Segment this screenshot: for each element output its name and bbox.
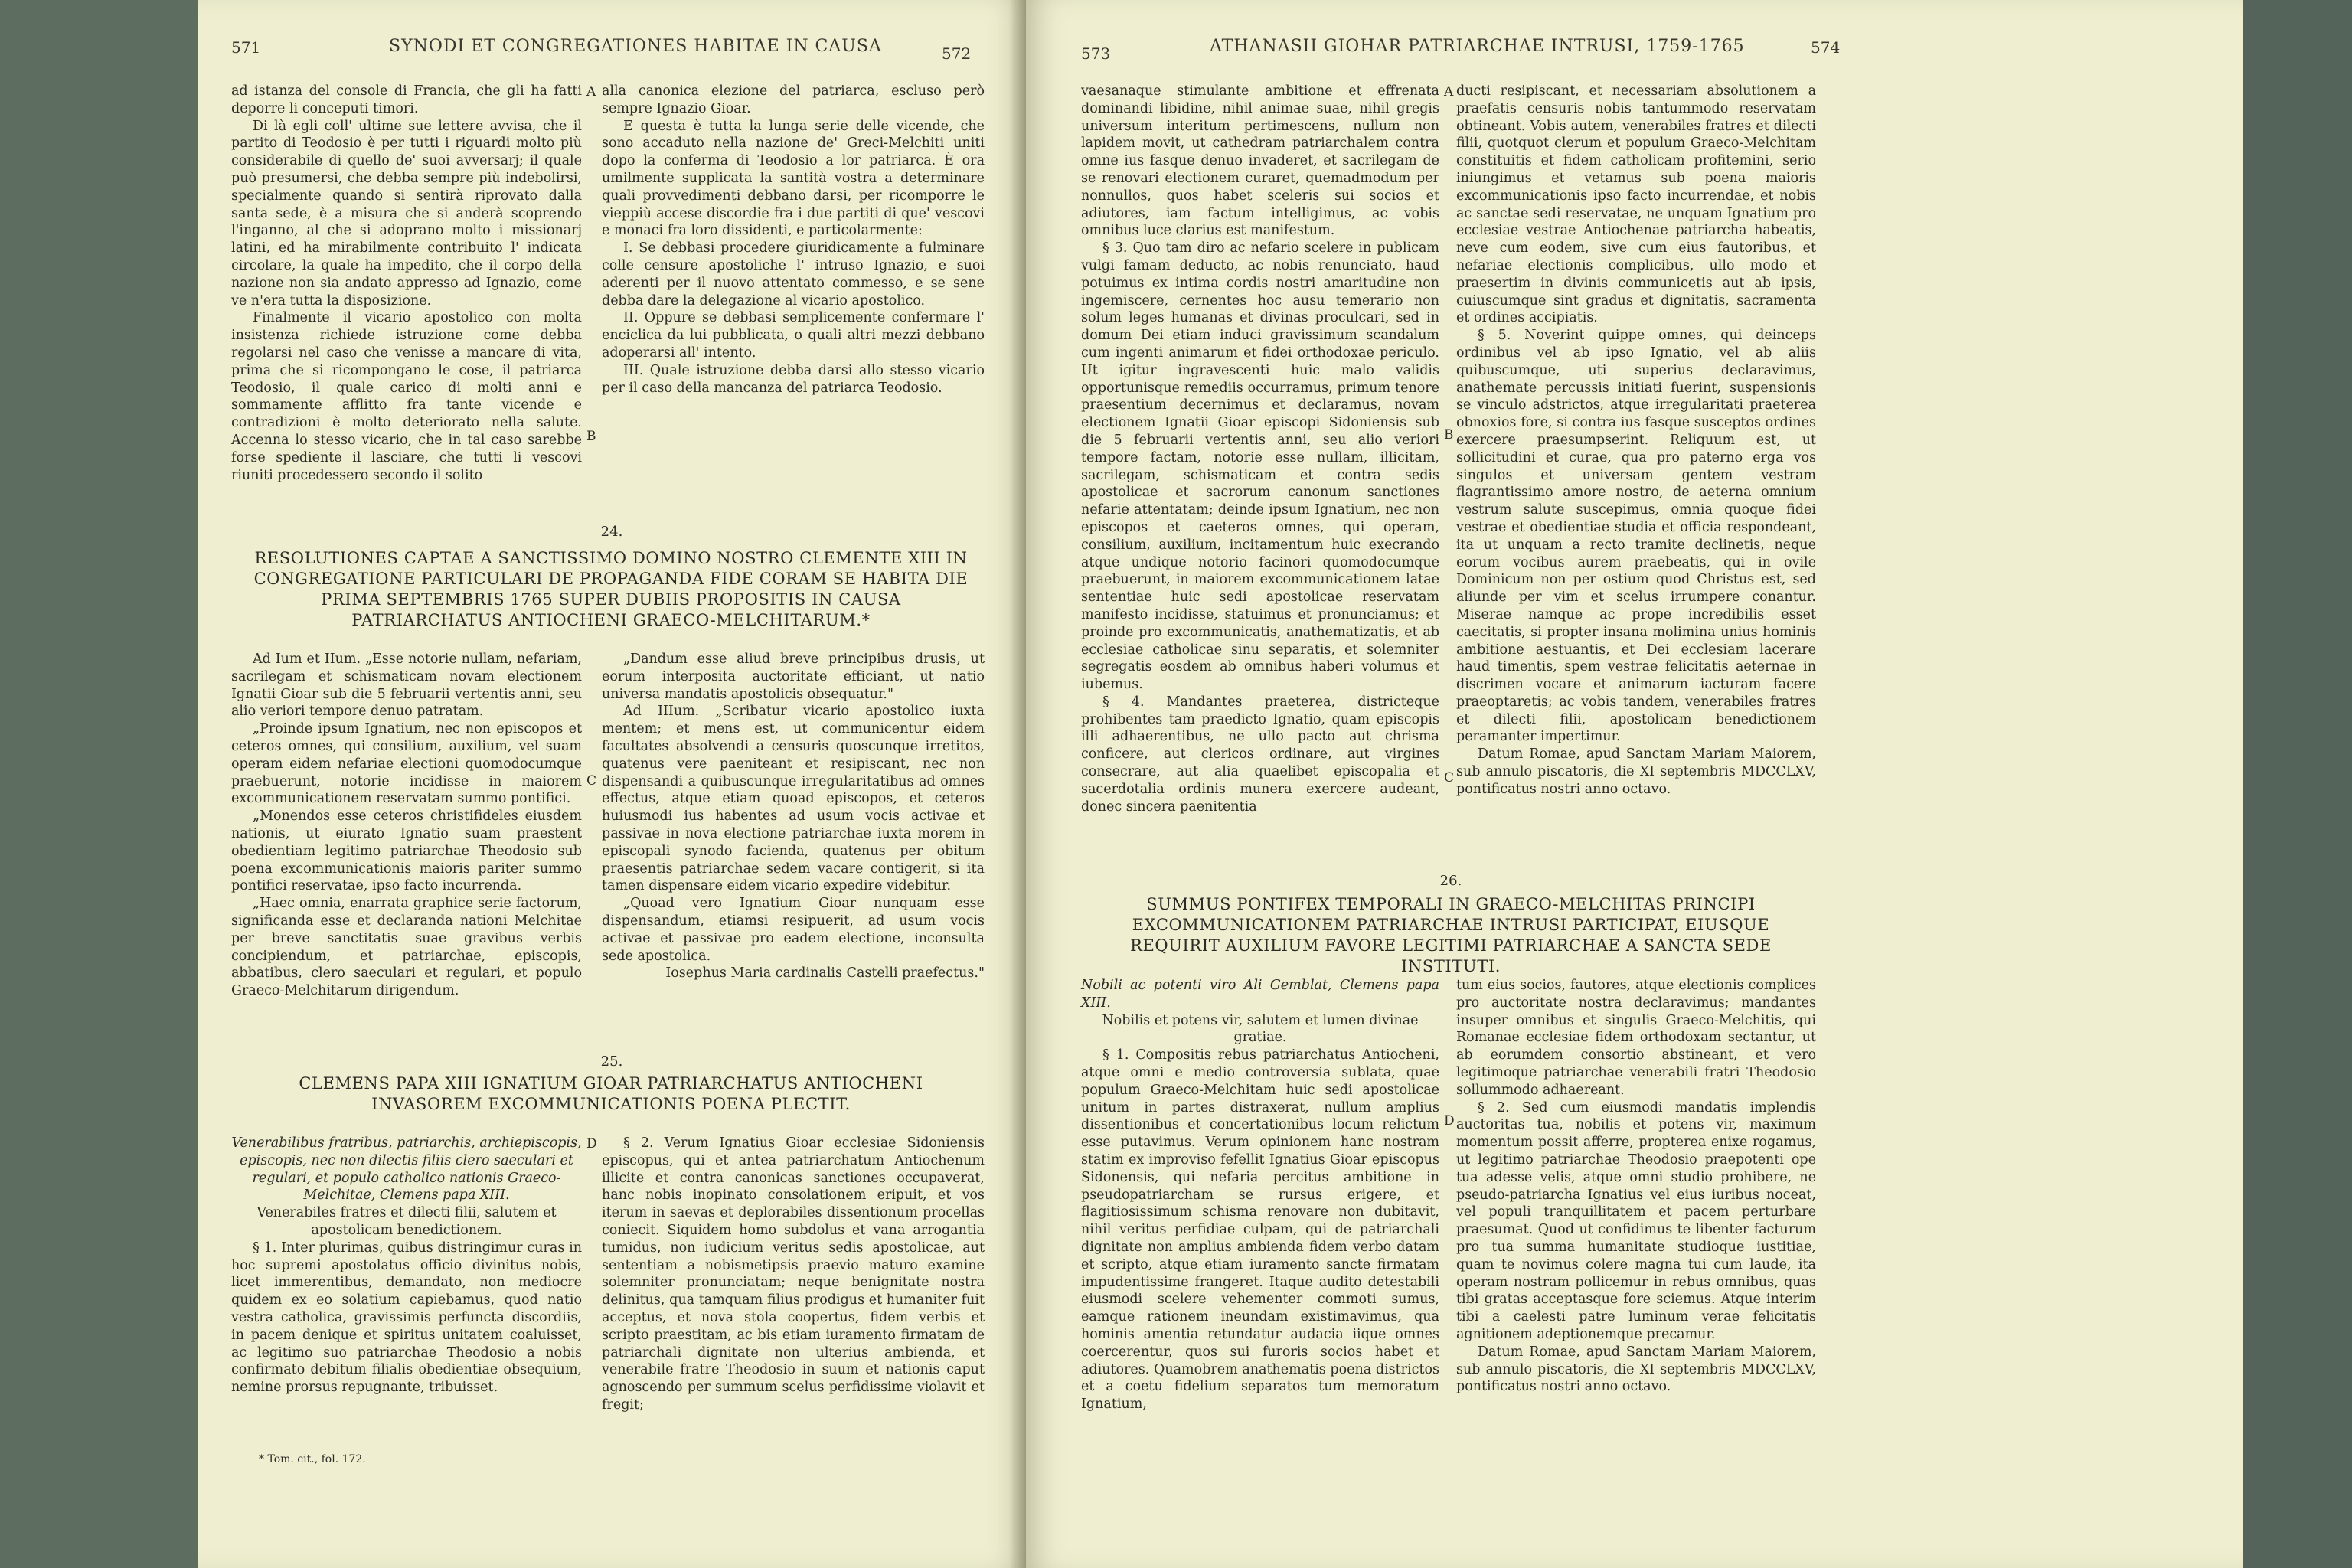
address: Nobili ac potenti viro Ali Gemblat, Clemens papa XIII.	[1081, 978, 1439, 1011]
right-col2-bottom	[1456, 977, 1816, 1396]
paragraph: § 1. Inter plurimas, quibus distringimur curas in hoc supremi apostolatus officio divinitus nobis, licet immerentibus, demandato, non mediocre quidem ex eo solatium capiebamus, quod natio vestra catholica, gravissimis perfuncta discordiis, in pacem denique et spiritus unitatem coaluisset, ac legitimo suo patriarchae Theodosio a nobis confirmato debitum filialis obedientiae obsequium, nemine prorsus repugnante, tribuisset.	[231, 1240, 582, 1396]
section-title-24: RESOLUTIONES CAPTAE A SANCTISSIMO DOMINO NOSTRO CLEMENTE XIII IN CONGREGATIONE PARTICULARI DE PROPAGANDA FIDE CORAM SE HABITA DIE PRIMA SEPTEMBRIS 1765 SUPER DUBIIS PROPOSITIS IN CAUSA PATRIARCHATUS ANTIOCHENI GRAECO-MELCHITARUM.*	[253, 549, 969, 629]
left-col1-mid	[231, 651, 582, 1000]
paragraph: tum eius socios, fautores, atque electionis complices pro auctoritate nostra declaravimus; mandantes insuper omnibus et singulis Graeco-Melchitis, qui Romanae ecclesiae fidem orthodoxam sectantur, ut ab eorumdem consortio abstineant, et vero legitimoque patriarchae venerabili fratri Theodosio sollummodo adhaereant.	[1456, 978, 1816, 1098]
margin-mark: B	[1444, 427, 1454, 443]
page-number-574: 574	[1811, 38, 1841, 57]
paragraph: „Monendos esse ceteros christifideles eiusdem nationis, ut eiurato Ignatio suam praestent obedientiam legitimo patriarchae Theodosio sub poena excommunicationis maioris pariter summo pontifici reservatae, ipso facto incurrenda.	[231, 808, 582, 894]
running-head-left: SYNODI ET CONGREGATIONES HABITAE IN CAUSA	[389, 37, 882, 56]
margin-mark: D	[586, 1136, 597, 1152]
section-title-25: CLEMENS PAPA XIII IGNATIUM GIOAR PATRIARCHATUS ANTIOCHENI INVASOREM EXCOMMUNICATIONIS POENA PLECTIT.	[299, 1074, 923, 1113]
margin-mark: A	[1444, 84, 1454, 100]
paragraph: § 2. Sed cum eiusmodi mandatis implendis auctoritas tua, nobilis et potens vir, maximum momentum possit afferre, propterea enixe rogamus, ut legitimo patriarchae Theodosio praepotenti ope tua adesse velis, atque omni studio prohibere, ne pseudo-patriarcha Ignatius vel eius iuribus noceat, vel populi tranquillitatem et pacem perturbare praesumat. Quod ut confidimus te libenter facturum pro tua summa humanitate studioque iustitiae, quam te novimus colere magna tui cum laude, ita operam nostram pollicemur in rebus omnibus, quas tibi gratas acceptasque fore sciemus. Atque interim tibi a caelesti patre luminum verae felicitatis agnitionem adeptionemque precamur.	[1456, 1099, 1816, 1342]
right-page	[1026, 0, 2243, 1568]
paragraph: „Haec omnia, enarrata graphice serie factorum, significanda esse et declaranda nationi Melchitae per breve sanctitatis suae gravibus verbis concipiendum, et patriarchae, episcopis, abbatibus, clero saeculari et regulari, et populo Graeco-Melchitarum dirigendum.	[231, 896, 582, 999]
salutation: Venerabiles fratres et dilecti filii, salutem et apostolicam benedictionem.	[256, 1205, 557, 1238]
running-head-right: ATHANASII GIOHAR PATRIARCHAE INTRUSI, 1759-1765	[1210, 37, 1745, 56]
right-col1-top	[1081, 83, 1439, 815]
page-number-573: 573	[1081, 44, 1111, 63]
paragraph: I. Se debbasi procedere giuridicamente a fulminare colle censure apostoliche l' intruso Ignazio, e suoi aderenti per il nuovo attentato commesso, e se sene debba dare la delegazione al vicario apostolico.	[602, 240, 985, 309]
paragraph: III. Quale istruzione debba darsi allo stesso vicario per il caso della mancanza del patriarca Teodosio.	[602, 362, 985, 396]
margin-mark: D	[1444, 1113, 1455, 1129]
paragraph: ducti resipiscant, et necessariam absolutionem a praefatis censuris nobis tantummodo reservatam obtineant. Vobis autem, venerabiles fratres et dilecti filii, quotquot clerum et populum Graeco-Melchitam constituitis et fidem catholicam profitemini, serio iniungimus et vetamus sub poena maioris excommunicationis ipso facto incurrendae, et nobis ac sanctae sedi reservatae, ne unquam Ignatium pro ecclesiae vestrae Antiochenae patriarcha habeatis, neve cum eodem, sive cum eius fautoribus, et nefariae electionis complicibus, ullo modo et praesertim in divinis communicetis aut ab ipsis, cuiuscumque sint gradus et dignitatis, sacramenta et ordines accipiatis.	[1456, 83, 1816, 326]
address: Venerabilibus fratribus, patriarchis, archiepiscopis, episcopis, nec non dilectis filiis clero saeculari et regulari, et populo catholico nationis Graeco-Melchitae, Clemens papa XIII.	[231, 1135, 582, 1204]
paragraph: Di là egli coll' ultime sue lettere avvisa, che il partito di Teodosio è per tutti i riguardi molto più considerabile di quello de' suoi avversarj; il quale può presumersi, che debba sempre più indebolirsi, specialmente quando si sentirà riprovato dalla santa sede, è a misura che si anderà scoprendo l'inganno, al che si adoprano molto i missionarj latini, ed ha mirabilmente contribuito l' indicata circolare, la quale ha impedito, che il corpo della nazione non sia andato appresso ad Ignazio, come ve n'era tutta la disposizione.	[231, 118, 582, 309]
margin-mark: C	[1444, 770, 1455, 786]
margin-mark: A	[586, 84, 596, 100]
paragraph: § 5. Noverint quippe omnes, qui deinceps ordinibus vel ab ipso Ignatio, vel ab aliis quibuscumque, uti superius declaravimus, anathemate percussis initiati fuerint, suspensionis se vinculo adstrictos, atque irregularitati praeterea obnoxios fore, si contra ius fasque susceptos ordines exercere praesumpserint. Reliquum est, ut sollicitudini et curae, qua pro paterno erga vos singulos et universam gentem vestram flagrantissimo amore nostro, de aeterna omnium vestrum salute suscepimus, omnia quoque fidei vestrae et obedientiae studia et officia respondeant, ita ut unquam a recto tramite declinetis, neque eorum vocibus aurem praebeatis, qui in ovile Dominicum non per ostium quod Christus est, sed aliunde per vim et scelus irrumpere conantur. Miserae namque ac prope incredibilis esset caecitatis, si propter insana molimina unius hominis ambitione aestuantis, et Dei ecclesiam lacerare haud timentis, spem vestrae felicitatis aeternae in discrimen vocare et animarum iacturam facere praeoptaretis; ac vobis tandem, venerabiles fratres et dilecti filii, apostolicam benedictionem peramanter impertimur.	[1456, 328, 1816, 745]
right-col1-bottom	[1081, 977, 1439, 1413]
paragraph: Ad Ium et IIum. „Esse notorie nullam, nefariam, sacrilegam et schismaticam novam electionem Ignatii Gioar sub die 5 februarii vertentis anni, seu alio veriori tempore denuo patratam.	[231, 652, 582, 720]
left-page	[198, 0, 1026, 1568]
section-number-24: 24.	[600, 524, 623, 540]
right-col2-top	[1456, 83, 1816, 799]
paragraph: § 1. Compositis rebus patriarchatus Antiocheni, atque omni e medio controversia sublata, quae populum Graeco-Melchitam huic sedi apostolicae unitum in partes distraxerat, nullum amplius dissentionibus et concertationibus locum relictum esse putavimus. Verum opinionem hanc nostram statim ex improviso fefellit Ignatius Gioar episcopus Sidonensis, qui nefaria percitus ambitione in pseudopatriarcham se rursus erigere, et flagitiosissimum schisma renovare non dubitavit, nihil veritus perfidiae culpam, qui de patriarchali dignitate non amplius ambienda fidem verbo datam et scripto, atque etiam iuramento sancte firmatam impudentissime frangeret. Itaque audito detestabili eiusmodi scelere vehementer commoti sumus, eamque rationem ineundam existimavimus, qua hominis amentia retundatur audacia iique omnes coercerentur, quos sui furoris socios habet et adiutores. Quamobrem anathematis poena districtos et a coetu fidelium separatos tum memoratum Ignatium,	[1081, 1047, 1439, 1413]
section-number-26: 26.	[1439, 873, 1462, 889]
paragraph: vaesanaque stimulante ambitione et effrenata dominandi libidine, nihil animae suae, nihil gregis universum interitum pertimescens, nullum non lapidem movit, ut cathedram patriarchalem contra omne ius fasque denuo invaderet, et sacrilegam de se renovari electionem curaret, quemadmodum per nonnullos, quos habet sceleris sui socios et adiutores, iam factum intelligimus, ac vobis omnibus luce clarius est manifestum.	[1081, 83, 1439, 239]
margin-mark: B	[586, 429, 596, 444]
paragraph: § 4. Mandantes praeterea, districteque prohibentes tam praedicto Ignatio, quam episcopis illi adhaerentibus, ne ullo pacto aut chrisma conficere, aut clericos ordinare, aut virgines consecrare, aut alia quaelibet episcopalia et sacerdotalia ordinis munera exercere audeant, donec sincera paenitentia	[1081, 694, 1439, 815]
left-col1-bottom	[231, 1135, 582, 1396]
paragraph: II. Oppure se debbasi semplicemente confermare l' enciclica da lui pubblicata, o quali altri mezzi debbano adoperarsi all' intento.	[602, 310, 985, 361]
desk-background	[2243, 0, 2352, 1568]
paragraph: Datum Romae, apud Sanctam Mariam Maiorem, sub annulo piscatoris, die XI septembris MDCCLXV, pontificatus nostri anno octavo.	[1456, 1344, 1816, 1395]
paragraph: Ad IIIum. „Scribatur vicario apostolico iuxta mentem; et mens est, ut communicentur eidem facultates absolvendi a censuris quoscunque irretitos, quatenus vere paeniteant et resipiscant, nec non dispensandi a quibuscunque irregularitatibus ad omnes effectus, atque etiam quoad episcopos, et ceteros huiusmodi ius habentes ad usum vocis activae et passivae in nova electione patriarchae iuxta morem in episcopali synodo facienda, quatenus per obitum praesentis patriarchae sedem vacare contigerit, si ita tamen dispensare eidem vicario expedire videbitur.	[602, 704, 985, 894]
footnote: * Tom. cit., fol. 172.	[259, 1453, 366, 1465]
paragraph: Datum Romae, apud Sanctam Mariam Maiorem, sub annulo piscatoris, die XI septembris MDCCLXV, pontificatus nostri anno octavo.	[1456, 746, 1816, 797]
paragraph: „Proinde ipsum Ignatium, nec non episcopos et ceteros omnes, qui consilium, auxilium, vel suam operam eidem nefariae electioni quomodocumque praebuerunt, notorie incidisse in maiorem excommunicationem reservatam summo pontifici.	[231, 721, 582, 807]
page-number-572: 572	[942, 44, 972, 63]
paragraph: „Dandum esse aliud breve principibus drusis, ut eorum interposita auctoritate efficiant, ut natio universa mandatis apostolicis obsequatur."	[602, 652, 985, 702]
page-number-571: 571	[231, 38, 261, 57]
paragraph: alla canonica elezione del patriarca, escluso però sempre Ignazio Gioar.	[602, 83, 985, 116]
left-col1-top	[231, 83, 582, 484]
paragraph: „Quoad vero Ignatium Gioar nunquam esse dispensandum, etiamsi resipuerit, ad usum vocis activae et passivae pro eadem electione, inconsulta sede apostolica.	[602, 896, 985, 964]
left-col2-mid	[602, 651, 985, 982]
left-col2-bottom	[602, 1135, 985, 1414]
section-title-26: SUMMUS PONTIFEX TEMPORALI IN GRAECO-MELCHITAS PRINCIPI EXCOMMUNICATIONEM PATRIARCHAE INTRUSI PARTICIPAT, EIUSQUE REQUIRIT AUXILIUM FAVORE LEGITIMI PATRIARCHAE A SANCTA SEDE INSTITUTI.	[1130, 895, 1772, 975]
paragraph: § 3. Quo tam diro ac nefario scelere in publicam vulgi famam deducto, ac nobis renunciato, haud potuimus ex intima cordis nostri amaritudine non ingemiscere, cernentes hoc ausu temerario non solum leges humanas et divinas proculcari, sed in domum Dei etiam induci gravissimum scandalum cum ingenti animarum et fidei orthodoxae periculo. Ut igitur ingravescenti huic malo validis opportunisque remediis occurramus, primum tenore praesentium decernimus et declaramus, novam electionem Ignatii Gioar episcopi Sidoniensis sub die 5 februarii vertentis anni, seu alio veriori tempore factam, notorie esse nullam, illicitam, sacrilegam, schismaticam et contra sedis apostolicae et sacrorum canonum sanctiones nefarie attentatam; deinde ipsum Ignatium, nec non episcopos et caeteros omnes, qui operam, consilium, auxilium, incitamentum huic execrando atque undique notorio facinori quomodocumque praebuerunt, in maiorem excommunicationem latae sententiae huic sedi apostolicae reservatam manifesto incidisse, statuimus et pronunciamus; et proinde pro excommunicatis, anathematizatis, et ab ecclesiae catholicae sinu separatis, et solemniter segregatis eosdem ab omnibus haberi volumus et iubemus.	[1081, 240, 1439, 693]
paragraph: § 2. Verum Ignatius Gioar ecclesiae Sidoniensis episcopus, qui et antea patriarchatum Antiochenum illicite et contra canonicas sanctiones occupaverat, hanc nobis inopinato consolationem eripuit, et vos iterum in saevas et deplorabiles dissentionum procellas coniecit. Siquidem homo subdolus et vana arrogantia tumidus, non iudicium veritus sedis apostolicae, aut sententiam a nobismetipsis praevio maturo examine solemniter pronunciatam; neque benignitate nostra delinitus, qua tamquam filius prodigus et humaniter fuit acceptus, et nova stola coopertus, fidem verbis et scripto praestitam, ac bis etiam iuramento firmatam de patriarchali dignitate non ulterius ambienda, et venerabile fratre Theodosio in suum et nationis caput agnoscendo per summum scelus perfidissime violavit et fregit;	[602, 1135, 985, 1413]
section-number-25: 25.	[600, 1054, 623, 1070]
margin-mark: C	[586, 773, 597, 789]
salutation: Nobilis et potens vir, salutem et lumen divinae gratiae.	[1102, 1012, 1419, 1046]
left-col2-top	[602, 83, 985, 397]
paragraph: E questa è tutta la lunga serie delle vicende, che sono accaduto nella nazione de' Greci-Melchiti uniti dopo la conferma di Teodosio a lor patriarca. È ora umilmente supplicata la santità vostra a determinare quali provvedimenti debbano darsi, per ricomporre le vieppiù accese discordie fra i due partiti di que' vescovi e monaci fra loro dissidenti, e particolarmente:	[602, 118, 985, 239]
paragraph: ad istanza del console di Francia, che gli ha fatti deporre li conceputi timori.	[231, 83, 582, 116]
paragraph: Finalmente il vicario apostolico con molta insistenza richiede istruzione come debba regolarsi nel caso che venisse a mancare di vita, prima che si ricompongano le cose, il patriarca Teodosio, il quale carico di molti anni e sommamente afflitto fra tante vicende e contradizioni è molto deteriorato nella salute. Accenna lo stesso vicario, che in tal caso sarebbe forse spediente il lasciare, che tutti li vescovi riuniti procedessero secondo il solito	[231, 310, 582, 483]
signature: Iosephus Maria cardinalis Castelli praefectus."	[665, 965, 985, 982]
